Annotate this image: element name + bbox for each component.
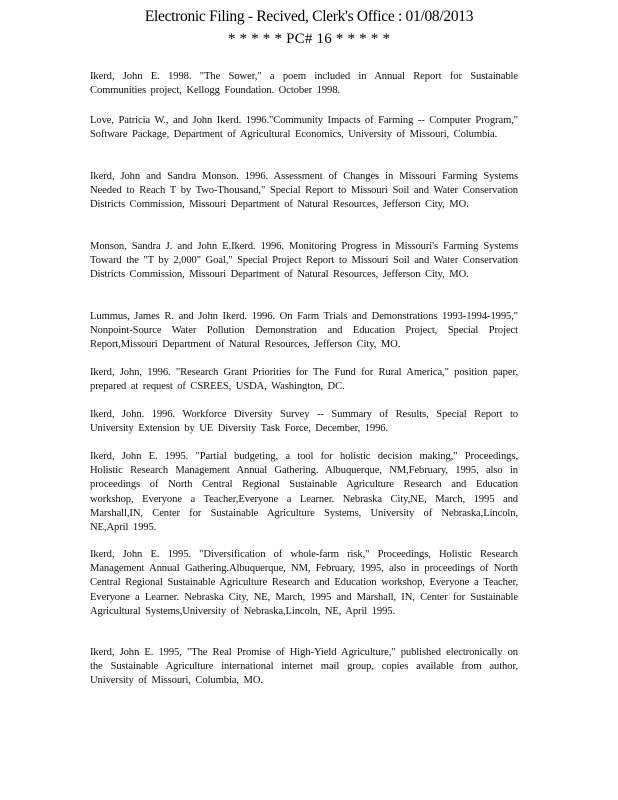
filing-stamp: Electronic Filing - Recived, Clerk's Office : 01/08/2013	[144, 8, 474, 25]
reference-item: Ikerd, John. 1996. Workforce Diversity Survey -- Summary of Results, Special Report to University Extension by UE Diversity Task Force, December, 1996.	[90, 409, 518, 435]
reference-item: Ikerd, John and Sandra Monson. 1996. Assessment of Changes in Missouri Farming Systems Needed to Reach T by Two-Thousand," Special Report to Missouri Soil and Water Conservation Districts Commission, Missouri Department of Natural Resources, Jefferson City, MO.	[90, 171, 518, 211]
reference-item: Ikerd, John E. 1998. "The Sower," a poem included in Annual Report for Sustainable Communities project, Kellogg Foundation. October 1998.	[90, 71, 518, 97]
reference-item: Monson, Sandra J. and John E.Ikerd. 1996. Monitoring Progress in Missouri's Farming Systems Toward the "T by 2,000" Goal," Special Project Report to Missouri Soil and Water Conservation Districts Commission, Missouri Department of Natural Resources, Jefferson City, MO.	[90, 241, 518, 281]
reference-item: Love, Patricia W., and John Ikerd. 1996."Community Impacts of Farming -- Computer Program," Software Package, Department of Agricultural Economics, University of Missouri, Columbia.	[90, 115, 518, 141]
pc-number-stamp: * * * * * PC# 16 * * * * *	[227, 31, 391, 47]
reference-item: Ikerd, John E. 1995. "Partial budgeting, a tool for holistic decision making," Proceedings, Holistic Research Management Annual Gathering. Albuquerque, NM,February, 1995, also in proceedings of North Central Regional Sustainable Agriculture Research and Education workshop, Everyone a Teacher,Everyone a Learner. Nebraska City,NE, March, 1995 and Marshall,IN, Center for Sustainable Agriculture Systems, University of Nebraska,Lincoln, NE,April 1995.	[90, 451, 518, 534]
reference-item: Ikerd, John, 1996. "Research Grant Priorities for The Fund for Rural America," position paper, prepared at request of CSREES, USDA, Washington, DC.	[90, 367, 518, 393]
reference-item: Ikerd, John E. 1995. "Diversification of whole-farm risk," Proceedings, Holistic Research Management Annual Gathering.Albuquerque, NM, February, 1995, also in proceedings of North Central Regional Sustainable Agriculture Research and Education workshop, Everyone a Teacher, Everyone a Learner. Nebraska City, NE, March, 1995 and Marshall, IN, Center for Sustainable Agricultural Systems,University of Nebraska,Lincoln, NE, April 1995.	[90, 549, 518, 617]
reference-item: Lummus, James R. and John Ikerd. 1996. On Farm Trials and Demonstrations 1993-1994-1995," Nonpoint-Source Water Pollution Demonstration and Education Project, Special Project Report,Missouri Department of Natural Resources, Jefferson City, MO.	[90, 311, 518, 351]
reference-item: Ikerd, John E. 1995, "The Real Promise of High-Yield Agriculture," published electronically on the Sustainable Agriculture international internet mail group, copies available from author, University of Missouri, Columbia, MO.	[90, 647, 518, 687]
